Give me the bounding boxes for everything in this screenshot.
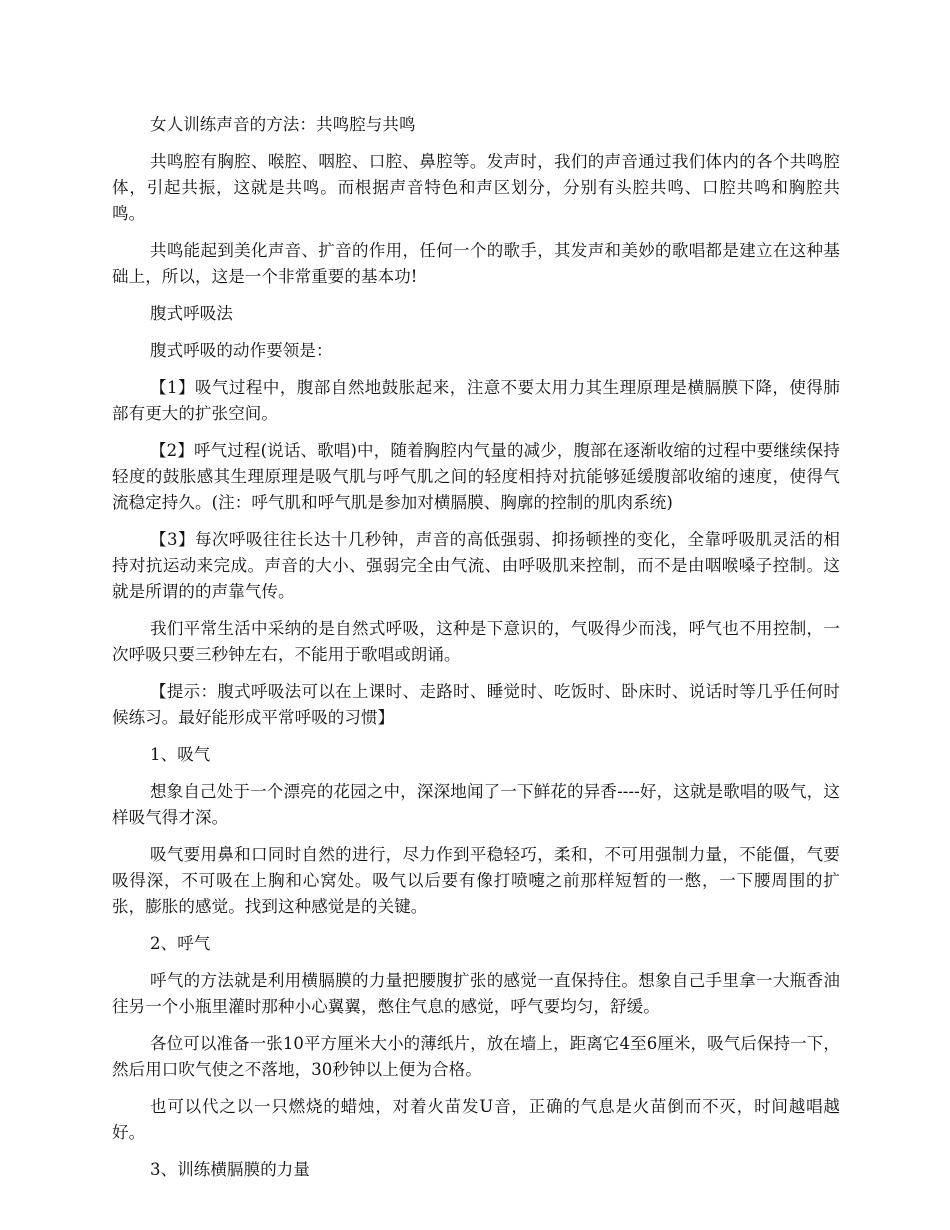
paragraph-inhale-imagine: 想象自己处于一个漂亮的花园之中，深深地闻了一下鲜花的异香----好，这就是歌唱的吸气，这样吸气得才深。 (112, 782, 840, 827)
paragraph-resonance-cavities: 共鸣腔有胸腔、喉腔、咽腔、口腔、鼻腔等。发声时，我们的声音通过我们体内的各个共鸣腔体，引起共振，这就是共鸣。而根据声音特色和声区划分，分别有头腔共鸣、口腔共鸣和胸腔共鸣。 (112, 152, 840, 223)
heading-abdominal-breathing: 腹式呼吸法 (150, 304, 233, 323)
paragraph-candle-exercise: 也可以代之以一只燃烧的蜡烛，对着火苗发U音，正确的气息是火苗倒而不灭，时间越唱越好。 (112, 1097, 840, 1142)
section-title: 女人训练声音的方法：共鸣腔与共鸣 (150, 115, 416, 134)
paragraph-paper-exercise: 各位可以准备一张10平方厘米大小的薄纸片，放在墙上，距离它4至6厘米，吸气后保持一下，然后用口吹气使之不落地，30秒钟以上便为合格。 (112, 1034, 840, 1079)
heading-diaphragm-training: 3、训练横膈膜的力量 (150, 1160, 310, 1179)
paragraph-point-2: 【2】呼气过程(说话、歌唱)中，随着胸腔内气量的减少，腹部在逐渐收缩的过程中要继续保持轻度的鼓胀感其生理原理是吸气肌与呼气肌之间的轻度相持对抗能够延缓腹部收缩的速度，使得气流稳定持久。(注：呼气肌和呼气肌是参加对横膈膜、胸廓的控制的肌肉系统) (112, 441, 840, 512)
heading-inhale: 1、吸气 (150, 745, 211, 764)
paragraph-tip: 【提示：腹式呼吸法可以在上课时、走路时、睡觉时、吃饭时、卧床时、说话时等几乎任何时候练习。最好能形成平常呼吸的习惯】 (112, 682, 840, 727)
document-page (112, 112, 840, 1194)
paragraph-exhale-method: 呼气的方法就是利用横膈膜的力量把腰腹扩张的感觉一直保持住。想象自己手里拿一大瓶香油往另一个小瓶里灌时那种小心翼翼，憋住气息的感觉，呼气要均匀，舒缓。 (112, 971, 840, 1016)
paragraph-point-3: 【3】每次呼吸往往长达十几秒钟，声音的高低强弱、抑扬顿挫的变化，全靠呼吸肌灵活的相持对抗运动来完成。声音的大小、强弱完全由气流、由呼吸肌来控制，而不是由咽喉嗓子控制。这就是所谓的的声靠气传。 (112, 530, 840, 601)
paragraph-resonance-function: 共鸣能起到美化声音、扩音的作用，任何一个的歌手，其发声和美妙的歌唱都是建立在这种基础上，所以，这是一个非常重要的基本功! (112, 241, 840, 286)
paragraph-point-1: 【1】吸气过程中，腹部自然地鼓胀起来，注意不要太用力其生理原理是横膈膜下降，使得肺部有更大的扩张空间。 (112, 378, 840, 423)
heading-exhale: 2、呼气 (150, 934, 211, 953)
paragraph-inhale-method: 吸气要用鼻和口同时自然的进行，尽力作到平稳轻巧，柔和，不可用强制力量，不能僵，气要吸得深，不可吸在上胸和心窝处。吸气以后要有像打喷嚏之前那样短暂的一憋，一下腰周围的扩张，膨胀的感觉。找到这种感觉是的关键。 (112, 845, 840, 916)
paragraph-key-points-intro: 腹式呼吸的动作要领是： (150, 341, 333, 360)
paragraph-natural-breathing: 我们平常生活中采纳的是自然式呼吸，这种是下意识的，气吸得少而浅，呼气也不用控制，一次呼吸只要三秒钟左右，不能用于歌唱或朗诵。 (112, 619, 840, 664)
